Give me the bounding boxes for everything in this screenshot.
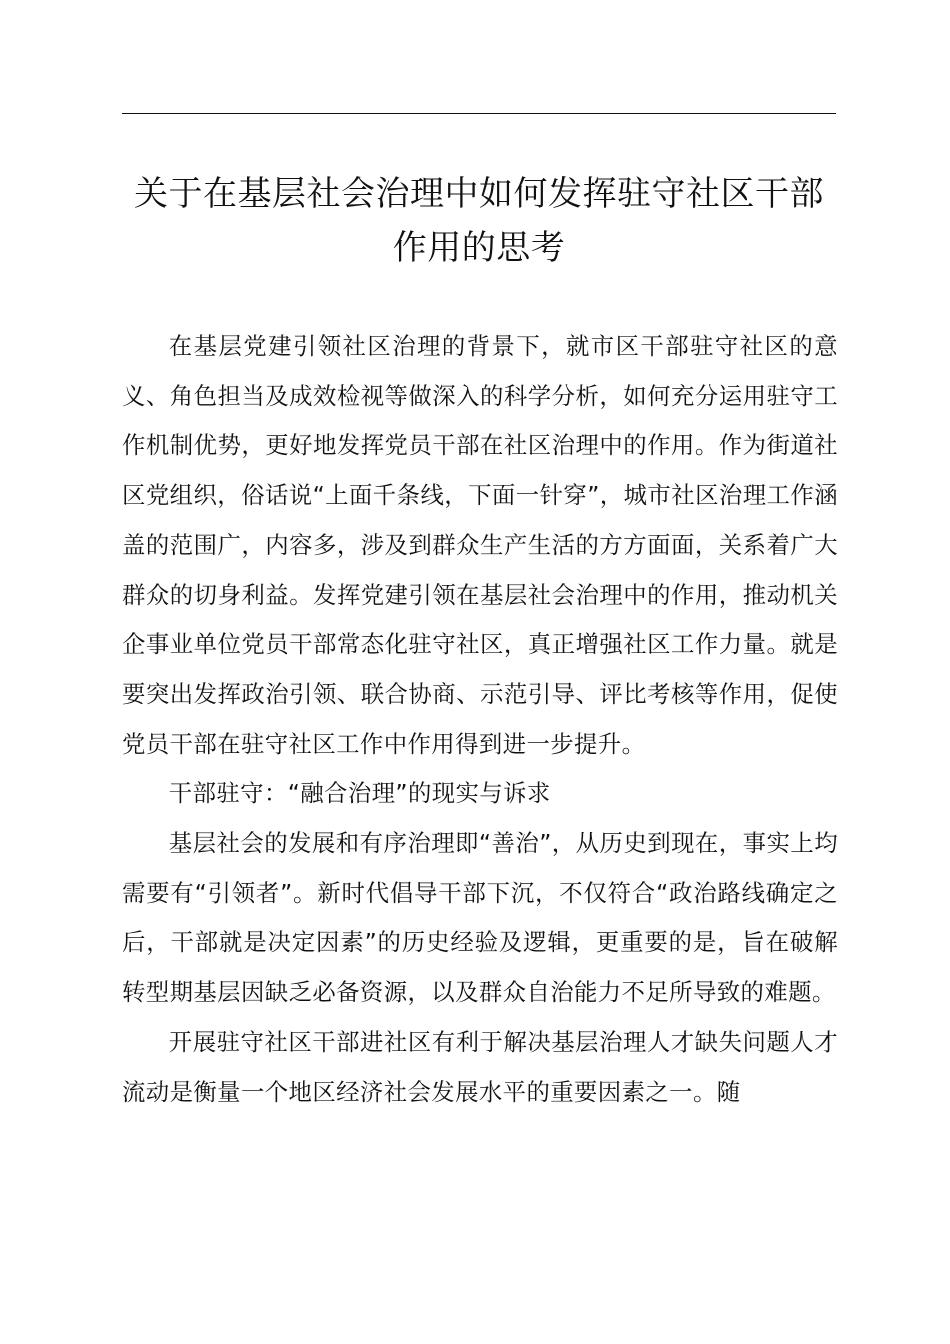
paragraph-intro: 在基层党建引领社区治理的背景下，就市区干部驻守社区的意义、角色担当及成效检视等做深入的科学分析，如何充分运用驻守工作机制优势，更好地发挥党员干部在社区治理中的作用。作为街道社区党组织，俗话说“上面千条线，下面一针穿”，城市社区治理工作涵盖的范围广，内容多，涉及到群众生产生活的方方面面，关系着广大群众的切身利益。发挥党建引领在基层社会治理中的作用，推动机关企事业单位党员干部常态化驻守社区，真正增强社区工作力量。就是要突出发挥政治引领、联合协商、示范引导、评比考核等作用，促使党员干部在驻守社区工作中作用得到进一步提升。 [122,332,838,758]
paragraph-talent: 开展驻守社区干部进社区有利于解决基层治理人才缺失问题人才流动是衡量一个地区经济社会发展水平的重要因素之一。随 [122,1027,838,1106]
title-line-2: 作用的思考 [392,228,566,268]
title-line-1: 关于在基层社会治理中如何发挥驻守社区干部 [134,174,824,214]
section-heading: 干部驻守：“融合治理”的现实与诉求 [168,779,551,808]
header-rule [122,113,836,114]
document-title [120,167,838,275]
document-body [122,322,838,1117]
paragraph-governance: 基层社会的发展和有序治理即“善治”，从历史到现在，事实上均需要有“引领者”。新时代倡导干部下沉，不仅符合“政治路线确定之后，干部就是决定因素”的历史经验及逻辑，更重要的是，旨在破解转型期基层因缺乏必备资源，以及群众自治能力不足所导致的难题。 [122,829,838,1007]
